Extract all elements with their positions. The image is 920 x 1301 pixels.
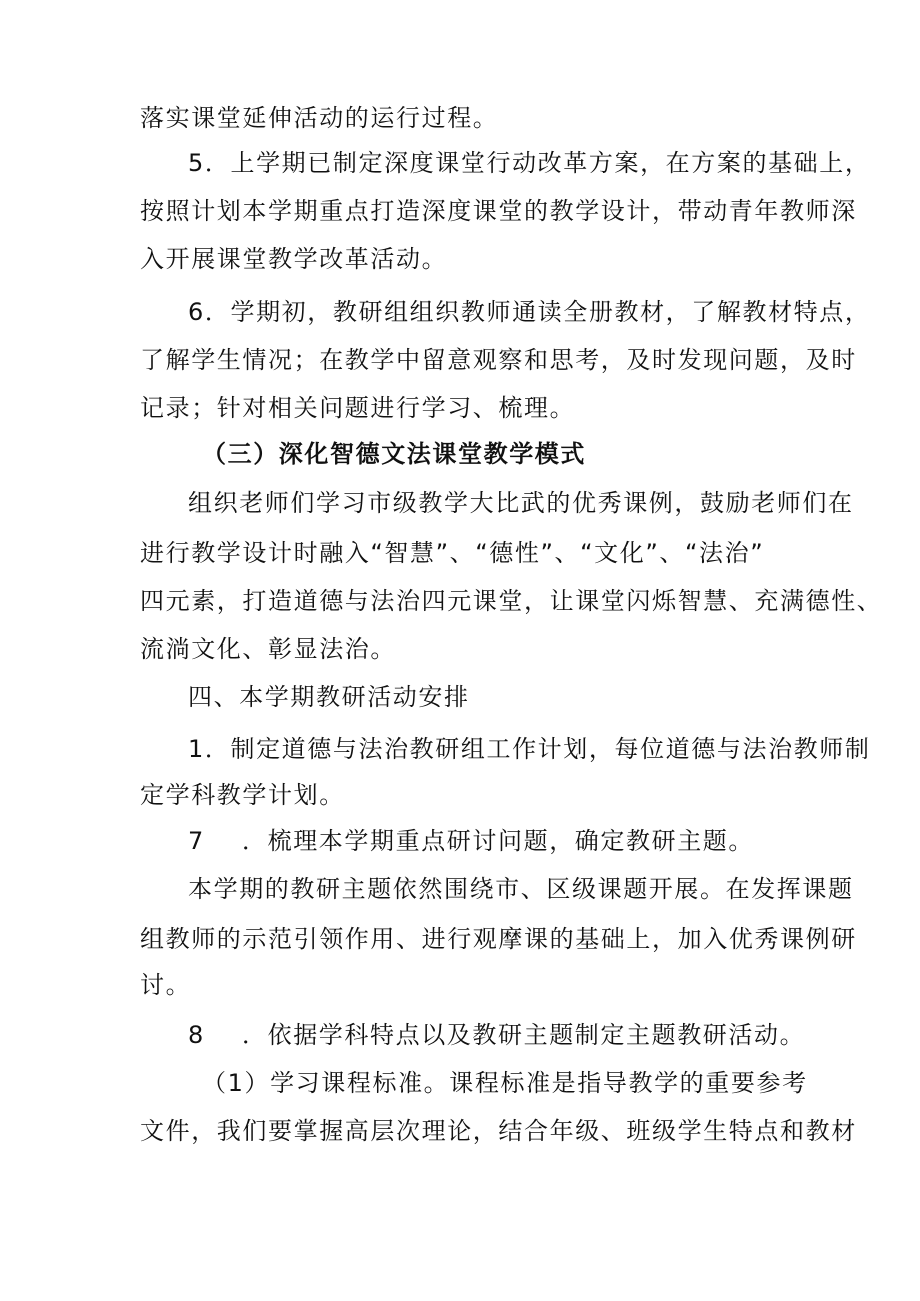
paragraph-line: 进行教学设计时融入“智慧”、“德性”、“文化”、“法治”	[140, 539, 765, 567]
paragraph-line: 按照计划本学期重点打造深度课堂的教学设计，带动青年教师深	[140, 197, 857, 225]
paragraph-line: 6．学期初，教研组组织教师通读全册教材，了解教材特点，	[188, 298, 871, 326]
paragraph-line: 定学科教学计划。	[140, 781, 345, 809]
paragraph-line: 文件，我们要掌握高层次理论，结合年级、班级学生特点和教材	[140, 1117, 857, 1145]
paragraph-line: ．梳理本学期重点研讨问题，确定教研主题。	[242, 827, 754, 855]
paragraph-line: 组织老师们学习市级教学大比武的优秀课例，鼓励老师们在	[188, 489, 854, 517]
paragraph-line: 本学期的教研主题依然围绕市、区级课题开展。在发挥课题	[188, 875, 854, 903]
paragraph-line: 5．上学期已制定深度课堂行动改革方案，在方案的基础上，	[188, 149, 871, 177]
paragraph-line: 落实课堂延伸活动的运行过程。	[140, 104, 499, 132]
paragraph-line: （1）学习课程标准。课程标准是指导教学的重要参考	[202, 1069, 808, 1097]
paragraph-line: 1．制定道德与法治教研组工作计划，每位道德与法治教师制	[188, 735, 871, 763]
section-heading: （三）深化智德文法课堂教学模式	[202, 440, 586, 468]
list-number: 7	[188, 827, 204, 855]
paragraph-line: 讨。	[140, 971, 192, 999]
paragraph-line: 流淌文化、彰显法治。	[140, 635, 396, 663]
paragraph-line: ．依据学科特点以及教研主题制定主题教研活动。	[242, 1021, 806, 1049]
section-heading: 四、本学期教研活动安排	[188, 683, 470, 711]
paragraph-line: 组教师的示范引领作用、进行观摩课的基础上，加入优秀课例研	[140, 925, 857, 953]
list-number: 8	[188, 1021, 204, 1049]
paragraph-line: 四元素，打造道德与法治四元课堂，让课堂闪烁智慧、充满德性、	[140, 587, 883, 615]
paragraph-line: 入开展课堂教学改革活动。	[140, 245, 448, 273]
paragraph-line: 记录；针对相关问题进行学习、梳理。	[140, 394, 576, 422]
paragraph-line: 了解学生情况；在教学中留意观察和思考，及时发现问题，及时	[140, 346, 857, 374]
